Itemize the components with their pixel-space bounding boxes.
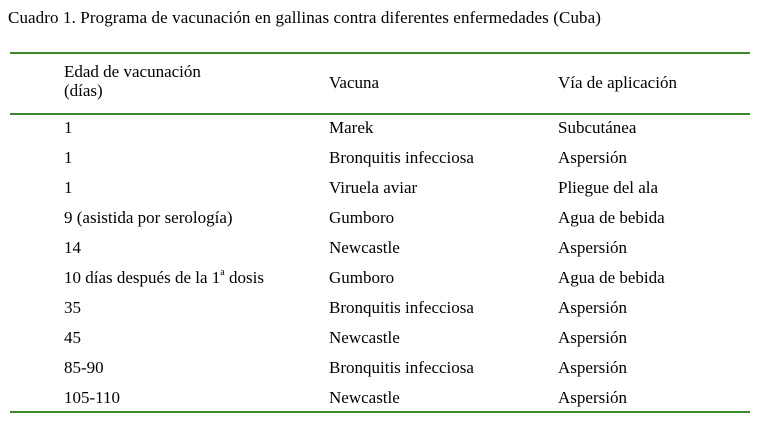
- cell-vaccine: Bronquitis infecciosa: [329, 148, 474, 167]
- cell-route: Pliegue del ala: [558, 178, 659, 197]
- cell-age: 35: [64, 298, 81, 317]
- table-header-rule: [10, 113, 750, 115]
- cell-route: Aspersión: [558, 388, 627, 407]
- cell-route: Aspersión: [558, 298, 627, 317]
- cell-age: 9 (asistida por serología): [64, 208, 233, 227]
- table-row: [0, 296, 761, 326]
- table-row: [0, 266, 761, 296]
- header-vaccine: Vacuna: [329, 73, 380, 92]
- cell-vaccine: Bronquitis infecciosa: [329, 298, 474, 317]
- table-body: [0, 116, 761, 416]
- cell-age: 1: [64, 148, 73, 167]
- cell-vaccine: Newcastle: [329, 388, 400, 407]
- table-row: [0, 206, 761, 236]
- cell-vaccine: Gumboro: [329, 268, 395, 287]
- cell-age: 85-90: [64, 358, 104, 377]
- table-row: [0, 176, 761, 206]
- table-row: [0, 356, 761, 386]
- cell-route: Subcutánea: [558, 118, 637, 137]
- header-route: Vía de aplicación: [558, 73, 677, 92]
- table-row: [0, 146, 761, 176]
- cell-route: Aspersión: [558, 148, 627, 167]
- cell-vaccine: Bronquitis infecciosa: [329, 358, 474, 377]
- cell-age: [64, 266, 264, 290]
- table-bottom-rule: [10, 411, 750, 413]
- cell-age: 105-110: [64, 388, 121, 407]
- cell-route: Aspersión: [558, 238, 627, 257]
- cell-age: 14: [64, 238, 81, 257]
- cell-vaccine: Gumboro: [329, 208, 395, 227]
- cell-vaccine: Newcastle: [329, 328, 400, 347]
- cell-age-prefix: 10 días después de la 1: [64, 268, 221, 287]
- cell-route: Aspersión: [558, 328, 627, 347]
- cell-vaccine: Newcastle: [329, 238, 400, 257]
- cell-age: 1: [64, 118, 73, 137]
- table-row: [0, 326, 761, 356]
- cell-route: Agua de bebida: [558, 268, 665, 287]
- table-top-rule: [10, 52, 750, 54]
- header-age: [64, 62, 201, 100]
- cell-vaccine: Viruela aviar: [329, 178, 418, 197]
- header-age-line1: Edad de vacunación: [64, 62, 201, 81]
- cell-age: 1: [64, 178, 73, 197]
- cell-route: Agua de bebida: [558, 208, 665, 227]
- table-row: [0, 236, 761, 266]
- cell-age-suffix: dosis: [224, 268, 264, 287]
- cell-age: 45: [64, 328, 81, 347]
- cell-route: Aspersión: [558, 358, 627, 377]
- table-caption: Cuadro 1. Programa de vacunación en gallinas contra diferentes enfermedades (Cuba): [8, 8, 602, 27]
- table-row: [0, 116, 761, 146]
- header-age-line2: (días): [64, 81, 103, 100]
- cell-vaccine: Marek: [329, 118, 374, 137]
- ordinal-superscript: a: [220, 267, 225, 279]
